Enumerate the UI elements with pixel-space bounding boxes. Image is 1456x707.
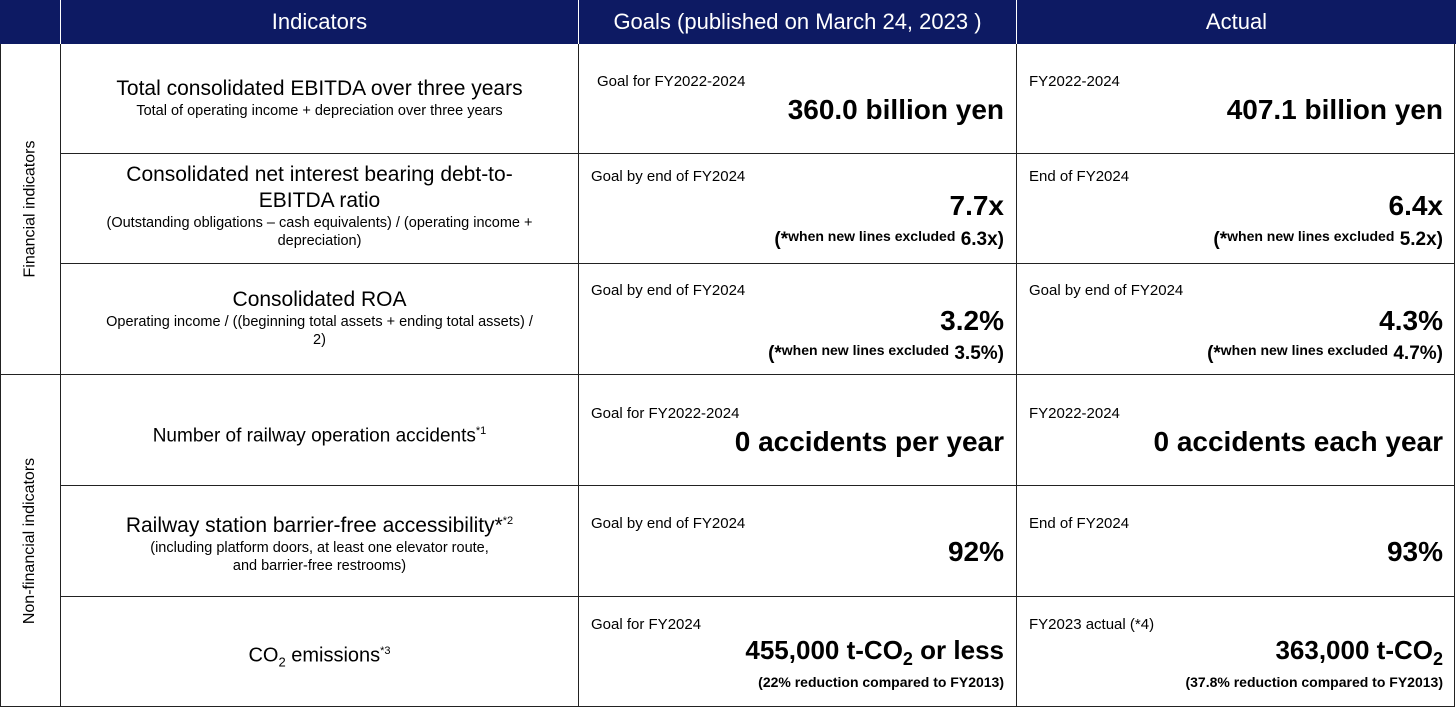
note-text: when new lines excluded (788, 228, 956, 244)
header-corner (0, 0, 60, 44)
goal-note (768, 342, 1004, 365)
actual-value: 93% (1386, 536, 1443, 567)
note-value: 6.3x) (960, 229, 1004, 250)
indicator-subtitle: and barrier-free restrooms) (232, 558, 407, 574)
indicator-subtitle: Total of operating income + depreciation over three years (136, 103, 503, 119)
indicator-title (67, 508, 572, 539)
indicator-debt-ratio (61, 162, 578, 250)
goal-label: Goal by end of FY2024 (591, 282, 746, 299)
indicator-title: EBITDA ratio (258, 189, 381, 212)
goal-value: 3.2% (940, 305, 1004, 336)
goal-value: 0 accidents per year (734, 426, 1004, 457)
footnote-mark: *3 (380, 645, 391, 657)
goal-ebitda (579, 44, 1016, 153)
indicator-subtitle: 2) (313, 332, 326, 348)
footnote-mark: *2 (502, 515, 514, 527)
header-indicators (61, 0, 578, 44)
goal-note (774, 228, 1004, 251)
header-goals-label: Goals (published on March 24, 2023 ) (613, 9, 982, 34)
actual-value: 407.1 billion yen (1226, 94, 1443, 125)
actual-debt-ratio (1017, 154, 1455, 263)
goal-label: Goal by end of FY2024 (591, 168, 746, 185)
actual-barrier-free (1017, 486, 1455, 596)
actual-value (1275, 635, 1443, 670)
header-goals (579, 0, 1016, 44)
goal-value: 7.7x (949, 190, 1004, 221)
goal-value: 360.0 billion yen (787, 94, 1004, 125)
indicator-title: Consolidated net interest bearing debt-to- (126, 163, 513, 186)
note-text: when new lines excluded (1220, 342, 1389, 358)
group-financial (0, 44, 60, 374)
indicator-co2 (61, 638, 578, 676)
goal-label: Goal by end of FY2024 (591, 515, 746, 532)
indicator-subtitle: (including platform doors, at least one elevator route, (150, 540, 489, 556)
goal-debt-ratio (579, 154, 1016, 263)
indicator-subtitle: Operating income / ((beginning total assets + ending total assets) / (106, 314, 533, 330)
actual-value: 0 accidents each year (1153, 426, 1443, 457)
indicator-title-text: Railway station barrier-free accessibility* (125, 514, 503, 537)
goal-value: 92% (947, 536, 1004, 567)
indicator-roa (61, 287, 578, 349)
goal-label: Goal for FY2022-2024 (591, 405, 740, 422)
subscript: 2 (1432, 649, 1443, 670)
actual-label: FY2023 actual (*4) (1029, 616, 1155, 633)
indicator-accidents (61, 418, 578, 449)
goal-value-text: or less (912, 635, 1004, 665)
note-open: (* (1207, 343, 1221, 364)
note-open: (* (1213, 229, 1228, 250)
actual-reduction: (37.8% reduction compared to FY2013) (1185, 674, 1443, 690)
actual-ebitda (1017, 44, 1455, 153)
indicator-title (67, 638, 572, 676)
header-indicators-label: Indicators (271, 9, 368, 34)
goal-reduction: (22% reduction compared to FY2013) (758, 674, 1004, 690)
indicator-title: Consolidated ROA (232, 288, 407, 311)
indicator-subtitle: depreciation) (277, 233, 362, 249)
indicator-barrier-free (61, 508, 578, 575)
note-text: when new lines excluded (781, 342, 950, 358)
goal-accidents (579, 375, 1016, 485)
group-financial-label: Financial indicators (21, 140, 39, 278)
indicator-title (67, 418, 572, 449)
goal-value (745, 635, 1004, 670)
indicator-subtitle: (Outstanding obligations – cash equivalents) / (operating income + (106, 215, 533, 231)
indicator-title-text: emissions (285, 644, 381, 667)
actual-value: 4.3% (1379, 305, 1443, 336)
actual-accidents (1017, 375, 1455, 485)
header-actual-label: Actual (1205, 9, 1268, 34)
indicator-title-text: CO (248, 644, 279, 667)
actual-value: 6.4x (1388, 190, 1443, 221)
actual-value-text: 363,000 t-CO (1275, 635, 1433, 665)
goal-roa (579, 264, 1016, 374)
header-actual (1017, 0, 1456, 44)
goal-co2 (579, 597, 1016, 706)
actual-label: FY2022-2024 (1029, 405, 1120, 422)
note-open: (* (774, 229, 789, 250)
goal-label: Goal for FY2024 (591, 616, 702, 633)
goal-barrier-free (579, 486, 1016, 596)
grid-line (60, 44, 61, 707)
actual-label: End of FY2024 (1029, 515, 1130, 532)
actual-co2 (1017, 597, 1455, 706)
note-value: 3.5%) (954, 343, 1004, 364)
subscript: 2 (278, 654, 286, 670)
subscript: 2 (902, 649, 913, 670)
note-value: 5.2x) (1399, 229, 1443, 250)
note-open: (* (768, 343, 782, 364)
note-value: 4.7%) (1393, 343, 1443, 364)
actual-roa (1017, 264, 1455, 374)
note-text: when new lines excluded (1227, 228, 1395, 244)
group-nonfinancial-label: Non-financial indicators (21, 457, 38, 624)
indicator-title-text: Number of railway operation accidents (152, 425, 476, 447)
actual-note (1207, 342, 1443, 365)
actual-label: Goal by end of FY2024 (1029, 282, 1184, 299)
goal-value-text: 455,000 t-CO (745, 635, 903, 665)
actual-note (1213, 228, 1443, 251)
indicator-ebitda (61, 76, 578, 120)
group-nonfinancial (0, 375, 60, 706)
footnote-mark: *1 (475, 425, 487, 437)
goal-label: Goal for FY2022-2024 (597, 73, 746, 90)
actual-label: FY2022-2024 (1029, 73, 1120, 90)
indicator-title: Total consolidated EBITDA over three years (116, 77, 523, 100)
actual-label: End of FY2024 (1029, 168, 1130, 185)
